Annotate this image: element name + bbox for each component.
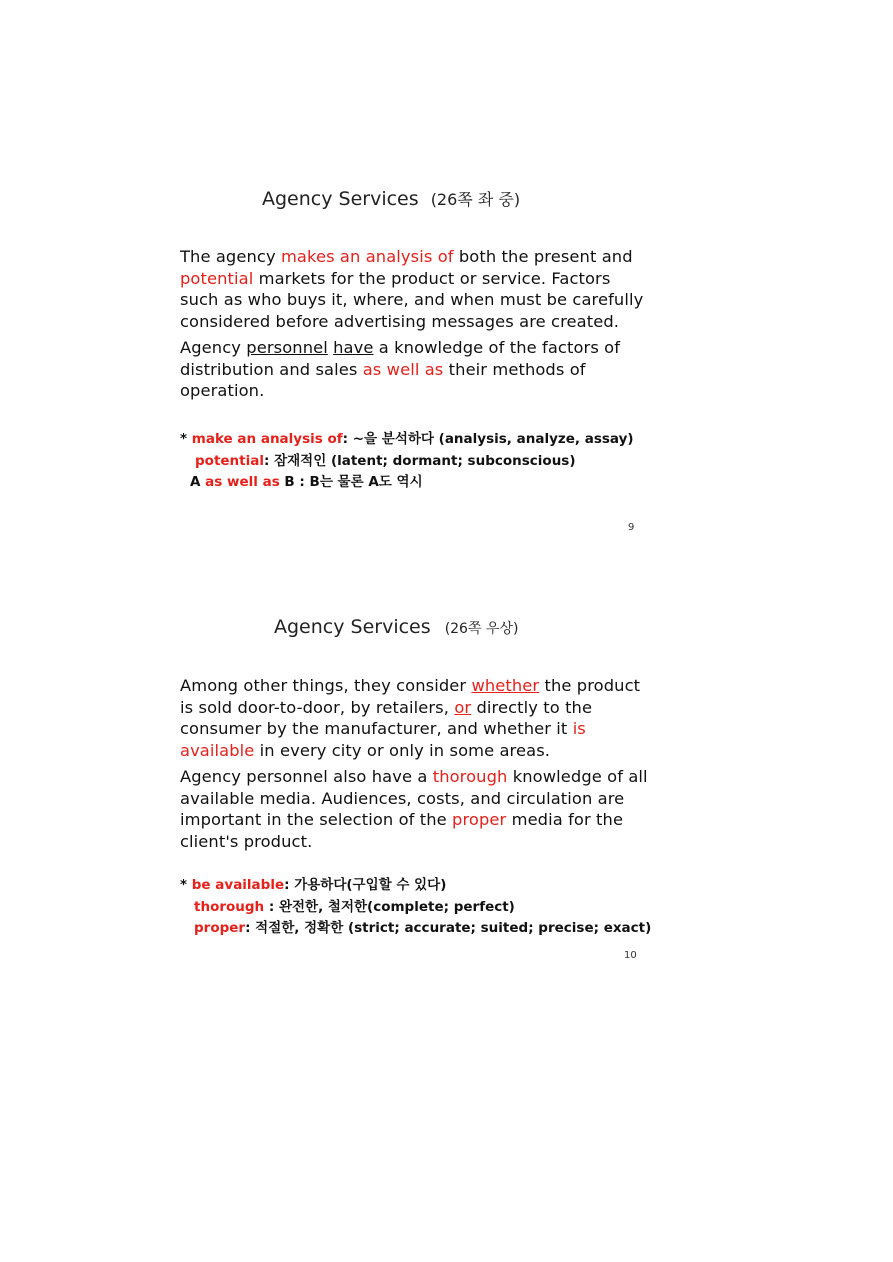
title-text: Agency Services bbox=[274, 616, 431, 638]
highlight-phrase: is available bbox=[180, 719, 586, 761]
underlined-word: have bbox=[333, 337, 374, 357]
page-number: 9 bbox=[628, 522, 635, 533]
note-definition: : 가용하다(구입할 수 있다) bbox=[284, 877, 447, 893]
slide-body bbox=[180, 246, 650, 402]
slide-body bbox=[180, 675, 650, 853]
vocabulary-notes bbox=[0, 875, 651, 940]
highlight-phrase: as well as bbox=[362, 359, 444, 379]
slide-title bbox=[274, 616, 518, 638]
note-definition: : ~을 분석하다 (analysis, analyze, assay) bbox=[342, 431, 634, 447]
note-definition: : 완전한, 철저한(complete; perfect) bbox=[264, 898, 515, 915]
highlight-phrase: potential bbox=[180, 268, 254, 288]
title-reference: (26쪽 우상) bbox=[444, 621, 519, 637]
note-definition: B : B는 물론 A도 역시 bbox=[279, 474, 423, 490]
highlight-phrase: thorough bbox=[432, 766, 508, 786]
note-line bbox=[194, 918, 651, 940]
note-line bbox=[194, 897, 651, 919]
note-definition: : 잠재적인 (latent; dormant; subconscious) bbox=[263, 452, 576, 469]
vocabulary-notes bbox=[0, 429, 634, 494]
highlight-phrase: or bbox=[454, 697, 472, 717]
slide-title bbox=[262, 187, 520, 210]
note-line: A as well as B : B는 물론 A도 역시 bbox=[190, 474, 423, 490]
note-line: * make an analysis of: ~을 분석하다 (analysis, analyze, assay) bbox=[180, 431, 634, 447]
underlined-word: personnel bbox=[246, 337, 328, 357]
note-term: potential bbox=[195, 452, 264, 469]
title-text: Agency Services bbox=[262, 188, 419, 210]
note-term: be available bbox=[191, 877, 285, 893]
note-definition: : 적절한, 정확한 (strict; accurate; suited; precise; exact) bbox=[245, 920, 652, 936]
page-number: 10 bbox=[624, 950, 637, 961]
paragraph-1: The agency makes an analysis of both the present and potential markets for the product or service. Factors such as who buys it, where, and when must be carefully considered before advertising messages are created. bbox=[180, 247, 644, 332]
note-term: as well as bbox=[205, 474, 280, 490]
paragraph-1: Among other things, they consider whether the product is sold door-to-door, by retailers, or directly to the consumer by the manufacturer, and whether it is available in every city or only in some areas. bbox=[180, 676, 641, 761]
paragraph-2: Agency personnel also have a thorough knowledge of all available media. Audiences, costs, and circulation are important in the selection of the proper media for the client's product. bbox=[180, 766, 648, 851]
paragraph-2: Agency personnel have a knowledge of the factors of distribution and sales as well as their methods of operation. bbox=[180, 337, 621, 401]
highlight-phrase: makes an analysis of bbox=[280, 247, 454, 266]
note-term: make an analysis of bbox=[191, 431, 343, 447]
note-line bbox=[195, 451, 634, 473]
title-reference: (26쪽 좌 중) bbox=[430, 190, 521, 209]
highlight-phrase: proper bbox=[452, 810, 507, 830]
highlight-phrase: whether bbox=[471, 676, 540, 695]
note-term: thorough bbox=[194, 898, 265, 915]
note-term: proper bbox=[194, 920, 246, 936]
note-line: * be available: 가용하다(구입할 수 있다) bbox=[180, 877, 447, 893]
